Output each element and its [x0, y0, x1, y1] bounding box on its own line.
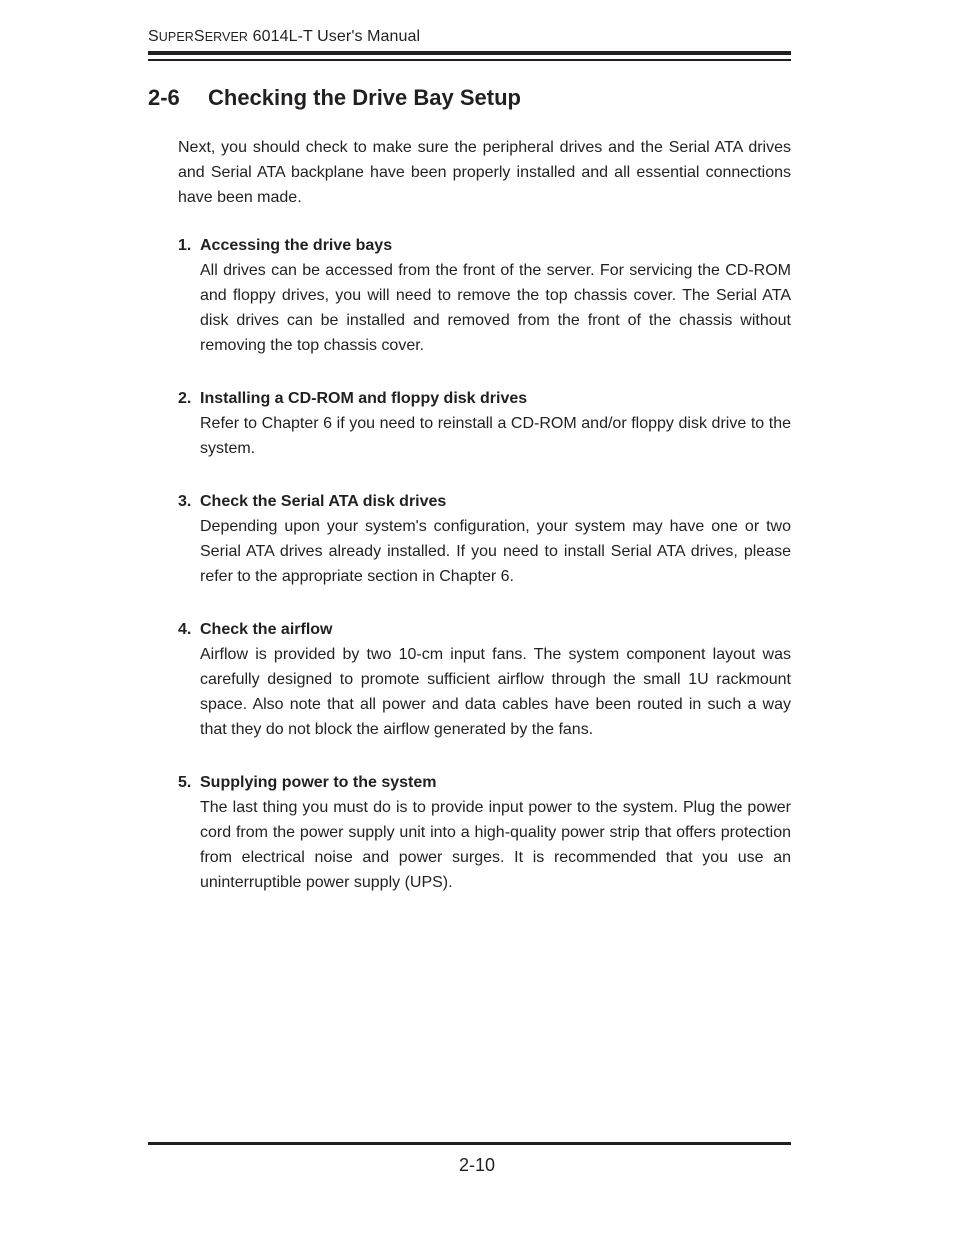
- item-heading-text: Installing a CD-ROM and floppy disk drives: [200, 390, 528, 407]
- footer-rule: [148, 1142, 791, 1145]
- item-number: 3.: [178, 493, 192, 510]
- item-number: 1.: [178, 237, 192, 254]
- intro-paragraph: Next, you should check to make sure the peripheral drives and the Serial ATA drives and Serial ATA backplane have been properly installed and all essential connections have been made.: [178, 139, 791, 206]
- header-s1: S: [148, 28, 159, 45]
- header-s4: ERVER: [204, 30, 249, 44]
- list-item-1: [178, 233, 791, 358]
- item-heading-text: Check the airflow: [200, 621, 333, 638]
- header-s3: S: [193, 28, 205, 45]
- item-body: Depending upon your system's configuration, your system may have one or two Serial ATA drives already installed. If you need to install Serial ATA drives, please refer to the appropriate section in Chapter 6.: [200, 518, 791, 585]
- section-title-text: Checking the Drive Bay Setup: [208, 85, 521, 110]
- item-number: 2.: [178, 390, 192, 407]
- header-s2: UPER: [158, 30, 194, 44]
- item-heading: [178, 617, 791, 642]
- section-title: [148, 85, 521, 111]
- page-number: 2-10: [458, 1155, 496, 1175]
- item-body: Refer to Chapter 6 if you need to reinstall a CD-ROM and/or floppy disk drive to the system.: [200, 415, 791, 457]
- list-item-5: [178, 770, 791, 895]
- section-number: 2-6: [148, 85, 180, 110]
- item-heading-text: Supplying power to the system: [200, 774, 437, 791]
- item-body: Airflow is provided by two 10-cm input fans. The system component layout was carefully designed to promote sufficient airflow through the small 1U rackmount space. Also note that all power and data cables have been routed in such a way that they do not block the airflow generated by the fans.: [200, 646, 791, 738]
- item-body: All drives can be accessed from the front of the server. For servicing the CD-ROM and floppy drives, you will need to remove the top chassis cover. The Serial ATA disk drives can be installed and removed from the front of the chassis without removing the top chassis cover.: [200, 262, 791, 354]
- item-number: 5.: [178, 774, 192, 791]
- running-header: [148, 28, 420, 46]
- item-number: 4.: [178, 621, 192, 638]
- item-heading-text: Accessing the drive bays: [200, 237, 393, 254]
- list-item-2: [178, 386, 791, 461]
- item-body: The last thing you must do is to provide input power to the system. Plug the power cord from the power supply unit into a high-quality power strip that offers protection from electrical noise and power surges. It is recommended that you use an uninterruptible power supply (UPS).: [200, 799, 791, 891]
- item-heading: [178, 770, 791, 795]
- page-content: [178, 135, 791, 923]
- item-heading: [178, 233, 791, 258]
- list-item-3: [178, 489, 791, 589]
- item-heading: [178, 489, 791, 514]
- item-heading-text: Check the Serial ATA disk drives: [200, 493, 447, 510]
- list-item-4: [178, 617, 791, 742]
- header-rest: 6014L-T User's Manual: [248, 28, 421, 45]
- item-heading: [178, 386, 791, 411]
- header-rule-thick: [148, 51, 791, 55]
- header-rule-thin: [148, 59, 791, 61]
